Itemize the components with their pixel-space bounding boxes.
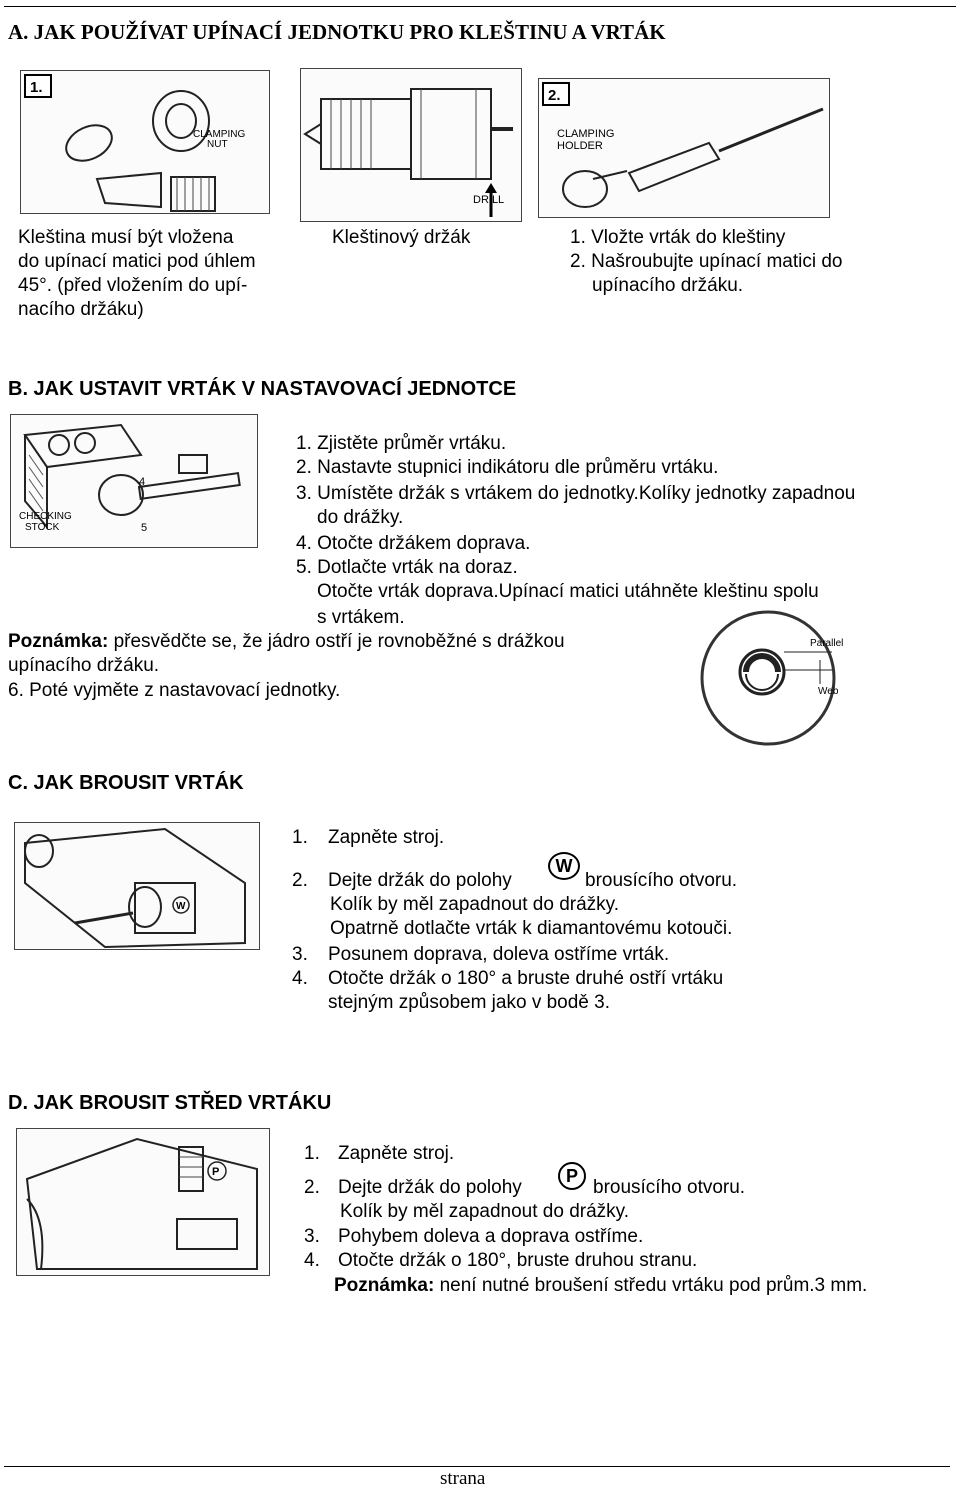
c-step-1-num: 1. [292,827,308,848]
figure-collet-holder [300,68,522,222]
c-fig-mark: W [176,901,186,912]
fig2-label-1: CLAMPING [557,128,615,140]
c-step-3-text: Posunem doprava, doleva ostříme vrták. [328,944,670,965]
footer-page-label: strana [440,1468,486,1489]
b-step-5-cont2: s vrtákem. [317,607,405,628]
drill-label: DRILL [473,194,505,206]
b-step-6: 6. Poté vyjměte z nastavovací jednotky. [8,680,341,701]
checking-num-4: 4 [139,476,146,488]
caption-a-right-2: 2. Našroubujte upínací matici do [570,251,843,272]
fig2-number: 2. [548,87,561,104]
section-a-title: A. JAK POUŽÍVAT UPÍNACÍ JEDNOTKU PRO KLEŠTINU A VRTÁK [8,20,666,44]
b-step-5: 5. Dotlačte vrták na doraz. [296,557,518,578]
top-rule [4,6,956,7]
b-step-3: 3. Umístěte držák s vrtákem do jednotky.Kolíky jednotky zapadnou [296,483,856,504]
checking-label-1: CHECKING [19,511,72,522]
d-step-1-text: Zapněte stroj. [338,1143,455,1164]
section-c-title: C. JAK BROUSIT VRTÁK [8,772,244,794]
d-step-2-line2: Kolík by měl zapadnout do drážky. [340,1201,630,1222]
c-step-4-num: 4. [292,968,308,989]
c-step-2-num: 2. [292,870,308,891]
c-step-2-text-before: Dejte držák do polohy [328,870,512,891]
c-step-2-text-after: brousícího otvoru. [585,870,738,891]
d-step-4-text: Otočte držák o 180°, bruste druhou stranu. [338,1250,698,1271]
c-step-2-line2: Kolík by měl zapadnout do drážky. [330,894,620,915]
label-web: Web [818,686,839,697]
d-step-3-text: Pohybem doleva a doprava ostříme. [338,1226,644,1247]
b-note-label: Poznámka: [8,631,109,652]
c-step-2-line3: Opatrně dotlačte vrták k diamantovému kotouči. [330,918,733,939]
b-step-5-cont: Otočte vrták doprava.Upínací matici utáhněte kleštinu spolu [317,581,819,602]
d-step-4-num: 4. [304,1250,320,1271]
label-parallel: Parallel [810,638,844,649]
d-note [334,1274,867,1298]
checking-num-5: 5 [141,522,148,534]
b-note [8,630,565,654]
b-note-text: přesvědčte se, že jádro ostří je rovnoběžné s drážkou [108,631,565,652]
fig2-label-2: HOLDER [557,140,603,152]
d-step-1-num: 1. [304,1143,320,1164]
c-step-1-text: Zapněte stroj. [328,827,445,848]
figure-parallel-web [692,608,856,750]
w-position-icon [548,852,580,880]
c-step-4-text: Otočte držák o 180° a bruste druhé ostří vrtáku [328,968,724,989]
caption-a-left-1: Kleština musí být vložena [18,227,234,248]
d-step-2-text-before: Dejte držák do polohy [338,1177,522,1198]
figure-clamping-holder [538,78,830,218]
checking-label-2: STOCK [25,522,60,533]
b-step-1: 1. Zjistěte průměr vrtáku. [296,433,507,454]
footer-rule [4,1466,950,1467]
d-step-3-num: 3. [304,1226,320,1247]
p-position-icon [558,1162,586,1190]
figure-checking-stock [10,414,258,548]
b-step-2: 2. Nastavte stupnici indikátoru dle průměru vrtáku. [296,457,719,478]
figure-grind-center [16,1128,270,1276]
caption-a-right-3: upínacího držáku. [592,275,744,296]
fig1-number: 1. [30,79,43,96]
caption-a-left-4: nacího držáku) [18,299,144,320]
fig1-label-1: CLAMPING [193,129,246,140]
d-note-label: Poznámka: [334,1275,435,1296]
section-b-title: B. JAK USTAVIT VRTÁK V NASTAVOVACÍ JEDNOTCE [8,378,517,400]
figure-grind-drill [14,822,260,950]
figure-clamping-nut [20,70,270,214]
caption-a-middle: Kleštinový držák [332,227,471,248]
caption-a-left-2: do upínací matici pod úhlem [18,251,256,272]
p-icon-letter: P [565,1166,578,1186]
d-step-2-num: 2. [304,1177,320,1198]
w-icon-letter: W [555,856,573,876]
caption-a-left-3: 45°. (před vložením do upí- [18,275,248,296]
d-step-2-text-after: brousícího otvoru. [593,1177,746,1198]
b-step-3-cont: do drážky. [317,507,404,528]
section-d-title: D. JAK BROUSIT STŘED VRTÁKU [8,1092,332,1114]
d-fig-mark: P [212,1166,220,1178]
caption-a-right-1: 1. Vložte vrták do kleštiny [570,227,786,248]
c-step-3-num: 3. [292,944,308,965]
b-step-4: 4. Otočte držákem doprava. [296,533,531,554]
b-note-line2: upínacího držáku. [8,655,160,676]
c-step-4-line2: stejným způsobem jako v bodě 3. [328,992,610,1013]
d-note-text: není nutné broušení středu vrtáku pod prům.3 mm. [434,1275,868,1296]
fig1-label-2: NUT [207,139,228,150]
